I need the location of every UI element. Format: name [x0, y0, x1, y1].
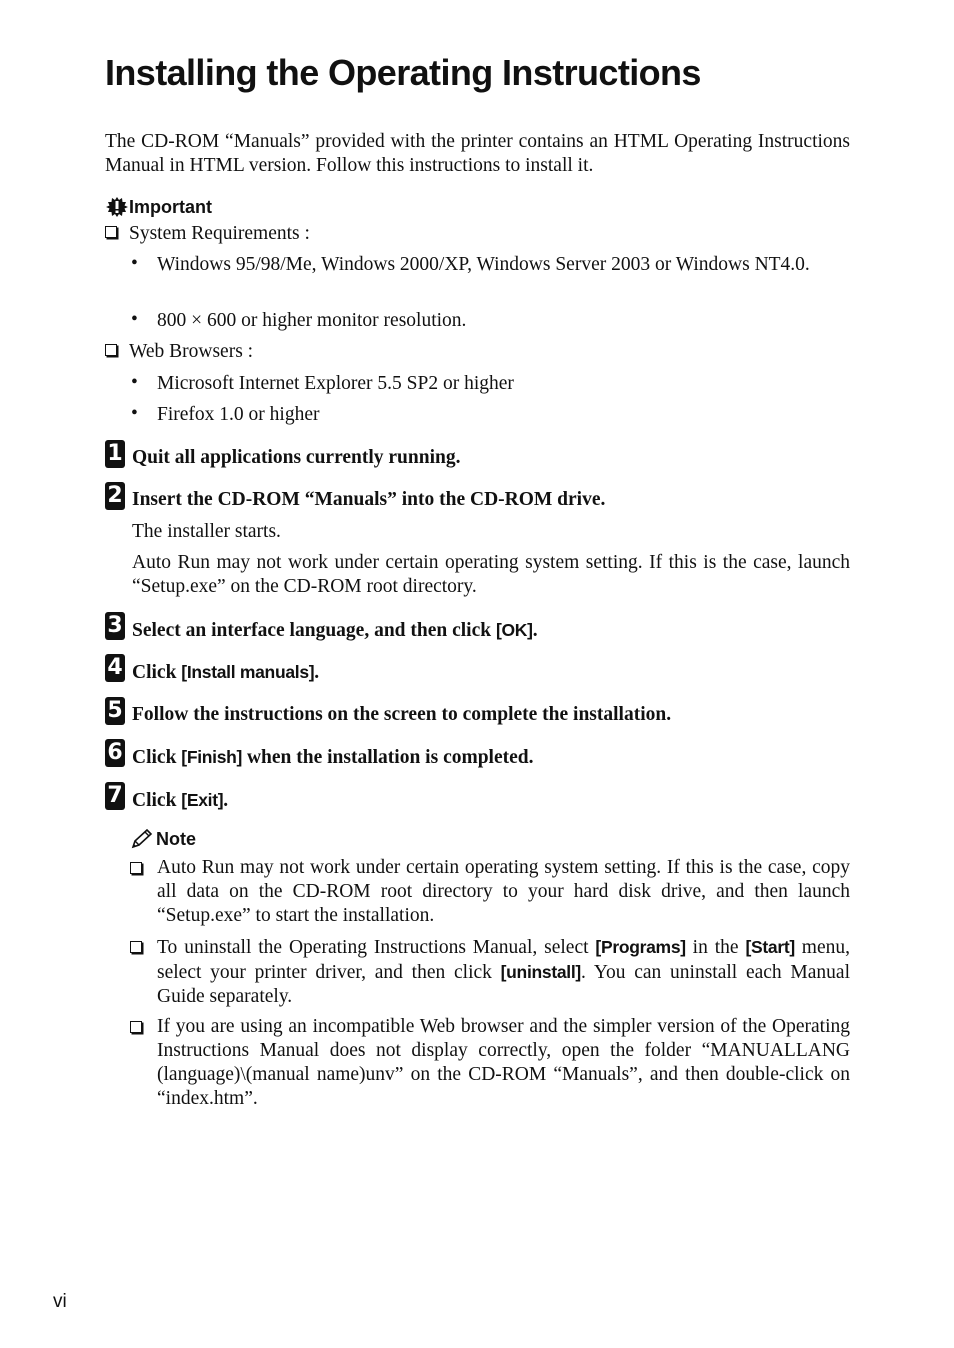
note-item-3-text: If you are using an incompatible Web browser and the simpler version of the Operating Instructions Manual does not display correctly, open the folder “MANUALLANG (language)\(manual name)unv” on the CD-ROM “Manuals”, and then double-click on “index.htm”.	[157, 1016, 850, 1109]
step-2-number: 2	[105, 482, 125, 510]
note-2-part-c: menu, select your printer driver, and then click	[157, 937, 850, 983]
checkbox-icon	[105, 226, 117, 238]
sys-req-item	[105, 222, 310, 246]
step-2-text: Insert the CD-ROM “Manuals” into the CD-ROM drive.	[132, 489, 606, 510]
note-2-part-d: . You can uninstall each Manual Guide separately.	[157, 962, 850, 1007]
checkbox-icon	[130, 941, 142, 953]
programs-key: [Programs]	[595, 937, 686, 957]
step-5-text: Follow the instructions on the screen to complete the installation.	[132, 704, 672, 725]
pencil-icon	[130, 828, 156, 850]
install-manuals-key: [Install manuals]	[181, 662, 315, 682]
step-6-number: 6	[105, 739, 125, 767]
checkbox-icon	[105, 344, 117, 356]
step-7-text	[132, 788, 228, 813]
step-3-post: .	[532, 620, 538, 641]
bullet-icon: •	[131, 372, 138, 393]
important-icon	[105, 196, 129, 218]
uninstall-key: [uninstall]	[500, 962, 581, 982]
note-item-1-text: Auto Run may not work under certain operating system setting. If this is the case, copy all data on the CD-ROM root directory to your hard disk drive, and then launch “Setup.exe” to start the installation.	[157, 857, 850, 926]
exit-key: [Exit]	[181, 790, 224, 810]
step-2-sub-1: The installer starts.	[132, 521, 281, 542]
step-4-number: 4	[105, 654, 125, 682]
browser-bullet-1: Microsoft Internet Explorer 5.5 SP2 or higher	[157, 373, 514, 394]
note-label: Note	[156, 828, 196, 849]
step-4-post: .	[314, 662, 320, 683]
step-3-pre: Select an interface language, and then click	[132, 620, 496, 641]
step-3-text	[132, 618, 538, 643]
start-key: [Start]	[745, 937, 795, 957]
intro-paragraph: The CD-ROM “Manuals” provided with the printer contains an HTML Operating Instructions Manual in HTML version. Follow this instructions to install it.	[105, 131, 850, 176]
browser-bullet-2: Firefox 1.0 or higher	[157, 404, 320, 425]
step-2-sub-2: Auto Run may not work under certain operating system setting. If this is the case, launch “Setup.exe” on the CD-ROM root directory.	[132, 552, 850, 597]
important-label: Important	[129, 196, 212, 217]
note-2-part-a: To uninstall the Operating Instructions Manual, select	[157, 937, 596, 958]
page-number: vi	[53, 1291, 67, 1312]
step-7-number: 7	[105, 782, 125, 810]
step-6-post: when the installation is completed.	[242, 747, 534, 768]
checkbox-icon	[130, 862, 142, 874]
step-6-pre: Click	[132, 747, 182, 768]
finish-key: [Finish]	[181, 747, 243, 767]
step-7-pre: Click	[132, 790, 182, 811]
step-5-number: 5	[105, 697, 125, 725]
step-7-post: .	[223, 790, 229, 811]
note-heading	[130, 828, 196, 850]
bullet-icon: •	[131, 403, 138, 424]
sys-bullet-1: Windows 95/98/Me, Windows 2000/XP, Windows Server 2003 or Windows NT4.0.	[157, 254, 810, 275]
note-item-2-text	[157, 935, 850, 1009]
step-4-text	[132, 660, 319, 685]
browsers-item	[105, 340, 253, 364]
browsers-label: Web Browsers :	[129, 341, 254, 362]
step-6-text	[132, 745, 534, 770]
sys-bullet-2: 800 × 600 or higher monitor resolution.	[157, 310, 467, 331]
note-2-part-b: in the	[685, 937, 746, 958]
step-1-number: 1	[105, 440, 125, 468]
page-title: Installing the Operating Instructions	[105, 52, 701, 93]
checkbox-icon	[130, 1021, 142, 1033]
important-heading	[105, 196, 212, 218]
bullet-icon: •	[131, 309, 138, 330]
step-4-pre: Click	[132, 662, 182, 683]
step-3-number: 3	[105, 612, 125, 640]
bullet-icon: •	[131, 253, 138, 274]
step-1-text: Quit all applications currently running.	[132, 447, 461, 468]
sys-req-label: System Requirements :	[129, 223, 310, 244]
ok-key: [OK]	[495, 620, 533, 640]
